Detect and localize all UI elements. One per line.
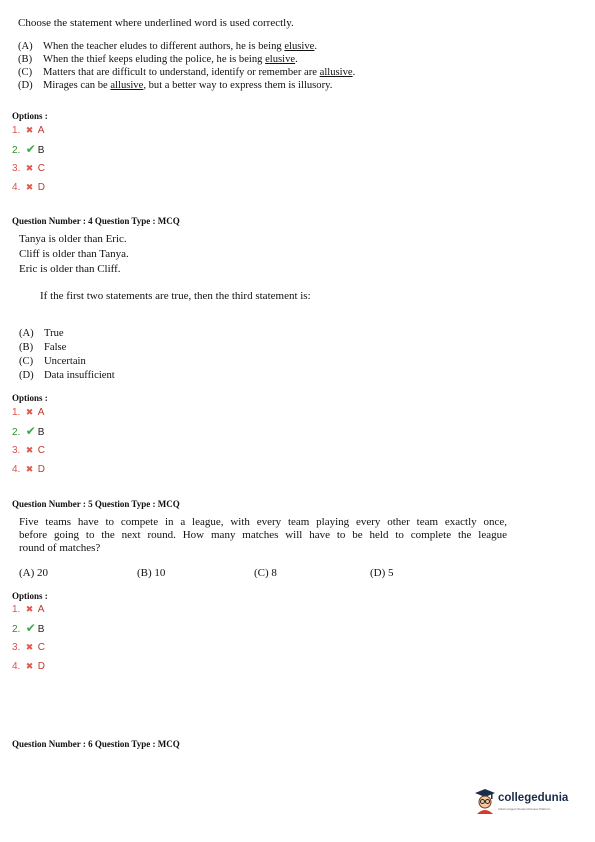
option-text: When the thief keeps eluding the police, he is being (43, 54, 266, 65)
answer-number: 2. (12, 624, 21, 635)
q4-option-a (19, 327, 115, 341)
graduate-avatar-icon (474, 788, 496, 814)
q3-option-a (18, 40, 355, 53)
option-text-end: , but a better way to express them is illusory. (143, 80, 333, 91)
statement-1: Tanya is older than Eric. (19, 233, 127, 245)
answer-number: 3. (12, 163, 21, 174)
cross-mark-icon: ✖ (25, 125, 34, 135)
q5-option-a: (A) 20 (19, 567, 49, 579)
cross-mark-icon: ✖ (25, 445, 34, 455)
option-text: Mirages can be (43, 80, 111, 91)
q5-option-b: (B) 10 (137, 567, 166, 579)
check-mark-icon: ✔ (25, 424, 36, 438)
answer-row (12, 143, 45, 162)
answer-letter: C (37, 642, 46, 653)
option-text-end: . (352, 67, 356, 78)
option-text: Uncertain (44, 356, 86, 367)
logo-wordmark: collegedunia (498, 792, 569, 804)
answer-letter: D (37, 661, 46, 672)
cross-mark-icon: ✖ (25, 182, 34, 192)
answer-row (12, 444, 45, 463)
answer-number: 1. (12, 604, 21, 615)
answer-letter: A (37, 407, 45, 418)
answer-number: 2. (12, 145, 21, 156)
answer-number: 3. (12, 642, 21, 653)
q4-answer-list (12, 406, 45, 482)
answer-number: 4. (12, 464, 21, 475)
answer-letter: B (37, 145, 45, 156)
underlined-word: elusive (265, 54, 296, 65)
q5-option-c: (C) 8 (254, 567, 277, 579)
q4-options-heading: Options : (12, 393, 48, 403)
cross-mark-icon: ✖ (25, 407, 34, 417)
answer-row (12, 406, 45, 425)
answer-row (12, 181, 45, 200)
q3-options-heading: Options : (12, 111, 48, 121)
cross-mark-icon: ✖ (25, 642, 34, 652)
underlined-word: allusive (319, 67, 353, 78)
option-text-end: . (314, 41, 317, 52)
answer-letter: B (37, 624, 45, 635)
option-text: When the teacher eludes to different authors, he is being (43, 41, 285, 52)
answer-number: 2. (12, 427, 21, 438)
q4-option-c (19, 355, 115, 369)
q5-options-heading: Options : (12, 591, 48, 601)
q4-question: If the first two statements are true, then the third statement is: (40, 290, 311, 302)
answer-letter: C (37, 163, 46, 174)
q5-answer-list (12, 603, 45, 679)
q4-option-d (19, 369, 115, 383)
q5-line-1: Five teams have to compete in a league, with every team playing every other team exactly once, (19, 516, 507, 528)
q4-option-b (19, 341, 115, 355)
option-letter: (D) (18, 80, 33, 91)
answer-row (12, 463, 45, 482)
option-text: Matters that are difficult to understand, identify or remember are (43, 67, 320, 78)
option-letter: (B) (19, 342, 34, 353)
statement-2: Cliff is older than Tanya. (19, 248, 129, 260)
answer-row (12, 603, 45, 622)
q5-line-3: round of matches? (19, 542, 101, 554)
answer-number: 1. (12, 407, 21, 418)
cross-mark-icon: ✖ (25, 464, 34, 474)
answer-row (12, 660, 45, 679)
q4-statements (19, 232, 129, 277)
answer-row (12, 641, 45, 660)
underlined-word: elusive (284, 41, 315, 52)
answer-number: 1. (12, 125, 21, 136)
option-text: True (44, 328, 64, 339)
option-letter: (A) (19, 328, 34, 339)
statement-3: Eric is older than Cliff. (19, 263, 121, 275)
q3-options (18, 40, 355, 92)
option-text: False (44, 342, 67, 353)
option-text-end: . (295, 54, 298, 65)
cross-mark-icon: ✖ (25, 163, 34, 173)
q5-option-d: (D) 5 (370, 567, 394, 579)
option-letter: (B) (18, 54, 33, 65)
cross-mark-icon: ✖ (25, 661, 34, 671)
q4-header: Question Number : 4 Question Type : MCQ (12, 216, 180, 226)
check-mark-icon: ✔ (25, 621, 36, 635)
answer-row (12, 622, 45, 641)
q5-line-2: before going to the next round. How many matches will have to be held to complete the league (19, 529, 507, 541)
answer-letter: D (37, 182, 46, 193)
answer-letter: B (37, 427, 45, 438)
logo-tagline: India's largest Student Review Platform (498, 807, 551, 811)
q3-answer-list (12, 124, 45, 200)
option-letter: (A) (18, 41, 33, 52)
option-letter: (C) (18, 67, 33, 78)
q4-options (19, 327, 115, 383)
q5-header: Question Number : 5 Question Type : MCQ (12, 499, 180, 509)
underlined-word: allusive (110, 80, 144, 91)
q5-question (19, 516, 507, 555)
answer-row (12, 425, 45, 444)
q3-option-c (18, 66, 355, 79)
q3-prompt: Choose the statement where underlined word is used correctly. (18, 17, 294, 29)
answer-letter: D (37, 464, 46, 475)
cross-mark-icon: ✖ (25, 604, 34, 614)
q3-option-b (18, 53, 355, 66)
answer-number: 3. (12, 445, 21, 456)
answer-row (12, 124, 45, 143)
answer-letter: C (37, 445, 46, 456)
answer-number: 4. (12, 182, 21, 193)
answer-number: 4. (12, 661, 21, 672)
answer-row (12, 162, 45, 181)
answer-letter: A (37, 125, 45, 136)
q3-option-d (18, 79, 355, 92)
collegedunia-logo (474, 788, 589, 818)
q6-header: Question Number : 6 Question Type : MCQ (12, 739, 180, 749)
option-letter: (D) (19, 370, 34, 381)
option-text: Data insufficient (44, 370, 115, 381)
answer-letter: A (37, 604, 45, 615)
check-mark-icon: ✔ (25, 142, 36, 156)
option-letter: (C) (19, 356, 34, 367)
